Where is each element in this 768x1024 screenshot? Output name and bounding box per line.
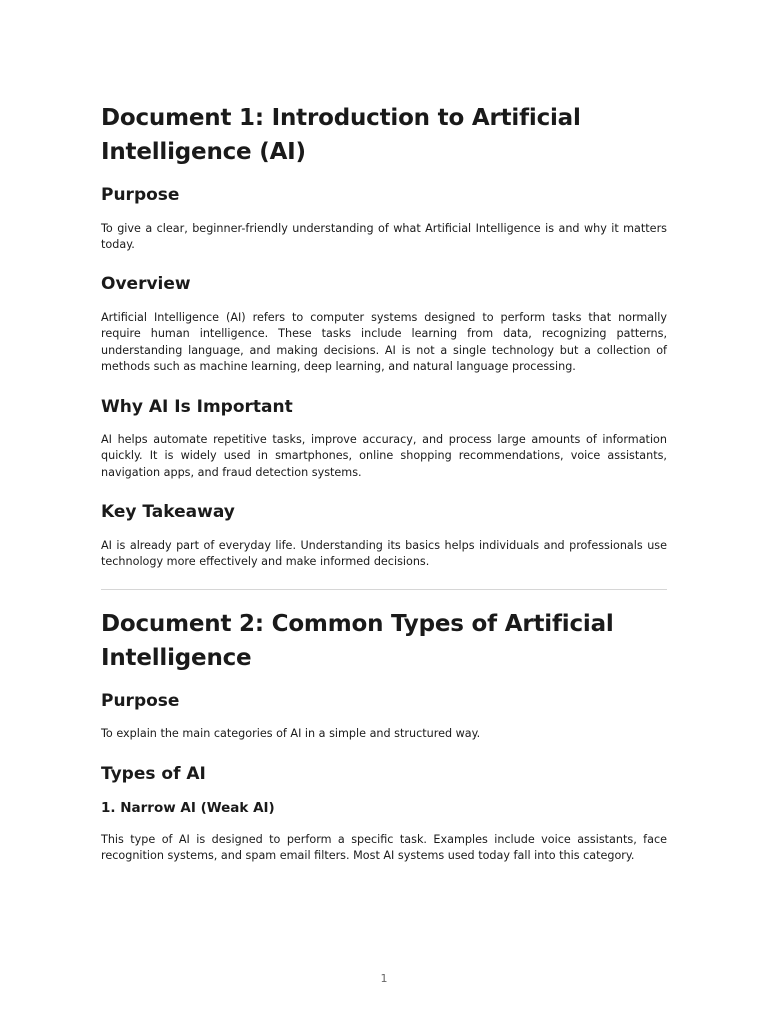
section-divider bbox=[101, 589, 667, 590]
doc1-importance-text: AI helps automate repetitive tasks, improve accuracy, and process large amounts of information quickly. It is widely used in smartphones, online shopping recommendations, voice assistants, navigation apps, and fraud detection systems. bbox=[101, 433, 667, 479]
doc1-purpose-text: To give a clear, beginner-friendly understanding of what Artificial Intelligence is and why it matters today. bbox=[101, 222, 667, 252]
doc2-narrow-text: This type of AI is designed to perform a specific task. Examples include voice assistants, face recognition systems, and spam email filters. Most AI systems used today fall into this category. bbox=[101, 833, 667, 863]
doc1-takeaway-heading: Key Takeaway bbox=[101, 502, 235, 522]
doc2-purpose-heading: Purpose bbox=[101, 691, 180, 711]
doc1-importance-heading: Why AI Is Important bbox=[101, 397, 293, 417]
page-number: 1 bbox=[380, 972, 388, 985]
doc2-narrow-heading: 1. Narrow AI (Weak AI) bbox=[101, 800, 275, 816]
doc1-overview-heading: Overview bbox=[101, 274, 191, 294]
doc1-purpose-heading: Purpose bbox=[101, 185, 180, 205]
doc1-takeaway-text: AI is already part of everyday life. Understanding its basics helps individuals and professionals use technology more effectively and make informed decisions. bbox=[101, 539, 667, 569]
doc2-title: Document 2: Common Types of Artificial Intelligence bbox=[101, 611, 614, 671]
doc2-purpose-text: To explain the main categories of AI in a simple and structured way. bbox=[101, 727, 481, 740]
doc1-title: Document 1: Introduction to Artificial Intelligence (AI) bbox=[101, 105, 581, 165]
doc1-overview-text: Artificial Intelligence (AI) refers to computer systems designed to perform tasks that normally require human intelligence. These tasks include learning from data, recognizing patterns, understanding language, and making decisions. AI is not a single technology but a collection of methods such as machine learning, deep learning, and natural language processing. bbox=[101, 311, 667, 373]
doc2-types-heading: Types of AI bbox=[101, 764, 206, 784]
